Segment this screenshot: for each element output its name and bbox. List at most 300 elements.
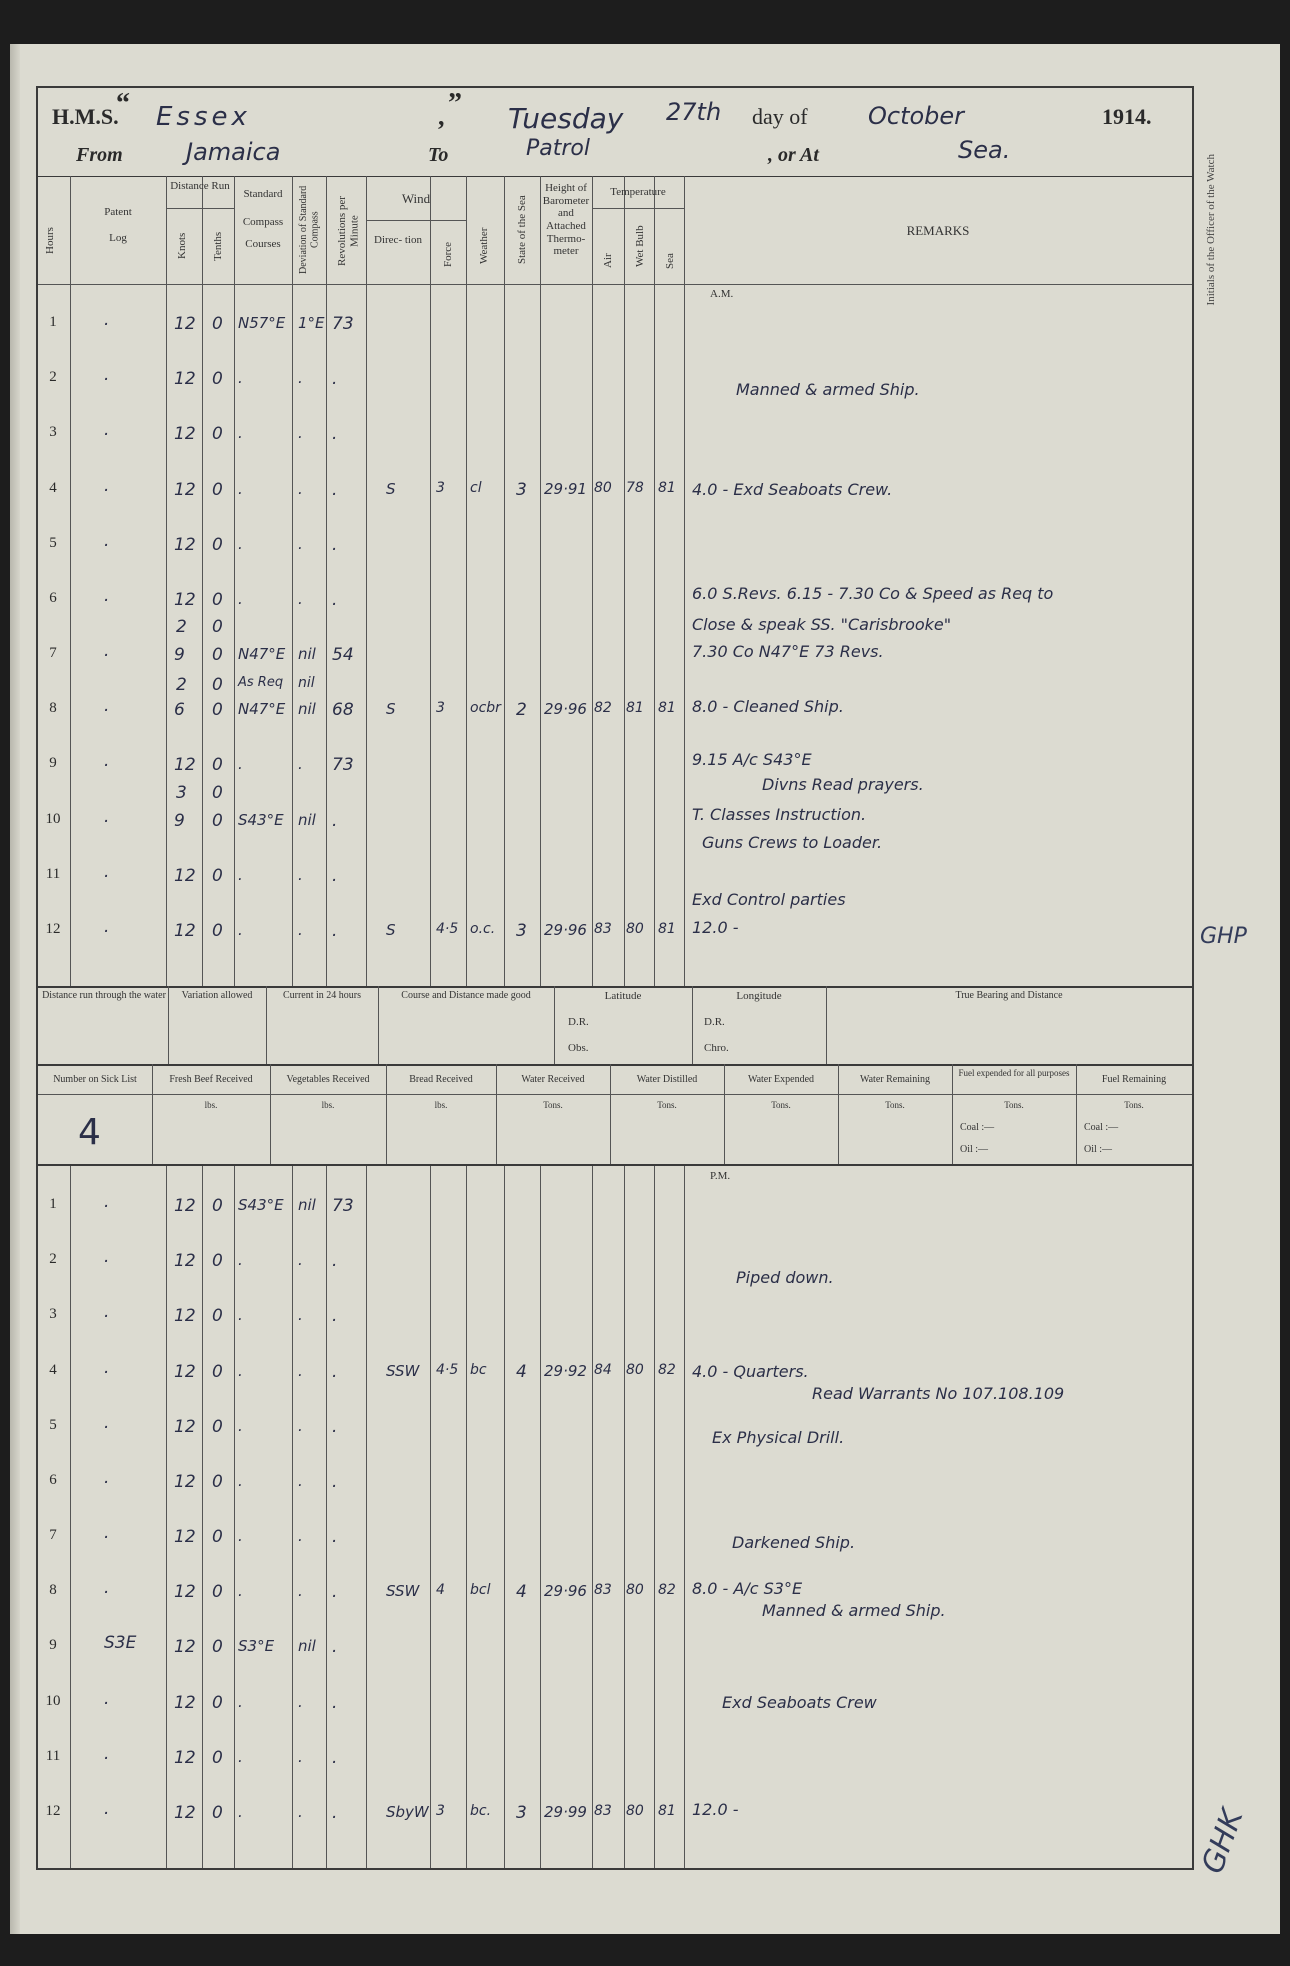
air-temp-value: 83 [594, 1582, 612, 1599]
pm-remark-line: Exd Seaboats Crew [722, 1692, 877, 1712]
hour-number: 9 [49, 755, 57, 772]
wind-force-value: 4·5 [436, 1361, 459, 1378]
revolutions-value: 73 [332, 755, 354, 776]
tenths-value: 0 [212, 755, 223, 776]
am-remark-line: T. Classes Instruction. [692, 804, 867, 824]
column-divider [540, 176, 541, 986]
patent-log-value: . [104, 861, 110, 882]
dr-label: D.R. [568, 1016, 589, 1028]
knots-value: 12 [174, 865, 196, 886]
hour-number: 10 [45, 810, 61, 827]
column-divider [234, 176, 235, 986]
tenths-value-extra: 0 [212, 675, 223, 696]
at-place: Sea. [958, 136, 1011, 164]
section-divider [38, 986, 1192, 988]
log-page [10, 44, 1280, 1934]
deviation-value: nil [298, 810, 316, 829]
label-fuel-exp: Fuel expended for all purposes [958, 1068, 1070, 1078]
course-value: . [238, 534, 243, 553]
pm-remark-line: 8.0 - A/c S3°E [692, 1579, 803, 1599]
deviation-value: . [298, 1527, 303, 1545]
am-remark-line: 6.0 S.Revs. 6.15 - 7.30 Co & Speed as Req to [692, 584, 1054, 604]
tenths-value: 0 [212, 314, 223, 334]
am-remark-line: Exd Control parties [692, 890, 846, 910]
col-temperature: Temperature [610, 186, 666, 198]
label-sick-list: Number on Sick List [53, 1074, 137, 1085]
sick-list-value: 4 [78, 1112, 101, 1153]
am-remark-line: 9.15 A/c S43°E [692, 749, 812, 769]
unit-label: Tons. [771, 1100, 791, 1110]
column-divider [430, 176, 431, 986]
tenths-value: 0 [212, 700, 223, 721]
knots-value: 12 [174, 1692, 196, 1713]
tenths-value: 0 [212, 1747, 223, 1768]
from-place: Jamaica [186, 138, 281, 166]
tenths-value-extra: 0 [212, 617, 223, 638]
hour-number: 12 [45, 920, 61, 937]
revolutions-value: . [332, 810, 338, 831]
col-remarks: REMARKS [906, 223, 970, 238]
col-knots: Knots [176, 232, 188, 260]
am-remark-line: Divns Read prayers. [762, 774, 924, 794]
course-value: . [238, 369, 243, 388]
knots-value: 12 [174, 1747, 196, 1768]
knots-value: 12 [174, 589, 196, 610]
tenths-value: 0 [212, 810, 223, 831]
course-value: . [238, 1361, 243, 1380]
dist-run-label: Distance run through the water [42, 990, 166, 1001]
oil-label: Oil :— [1084, 1144, 1113, 1155]
pm-label: P.M. [710, 1170, 731, 1182]
sea-temp-value: 82 [658, 1582, 676, 1599]
pm-remark-line: 12.0 - [692, 1800, 739, 1820]
header-subdivider [592, 208, 684, 209]
year: 1914. [1102, 104, 1152, 129]
hour-number: 1 [49, 314, 57, 330]
patent-log-value: . [104, 806, 110, 827]
unit-label: Tons. [1124, 1100, 1144, 1110]
deviation-value: . [298, 1361, 303, 1380]
latitude-label: Latitude [604, 990, 642, 1002]
col-deviation: Deviation of Standard Compass [298, 185, 321, 275]
to-place: Patrol [526, 136, 590, 161]
header-subdivider [366, 220, 466, 221]
patent-log-value: . [104, 1412, 110, 1433]
deviation-value: . [298, 920, 303, 939]
column-divider [654, 1166, 655, 1868]
tenths-value: 0 [212, 865, 223, 886]
col-wind: Wind [401, 191, 431, 206]
sea-temp-value: 82 [658, 1361, 676, 1378]
knots-value: 12 [174, 1416, 196, 1437]
dr-label-2: D.R. [704, 1016, 725, 1028]
deviation-value: . [298, 1251, 303, 1270]
revolutions-value: . [332, 1692, 338, 1713]
wind-direction-value: SSW [386, 1361, 420, 1380]
initials-am: GHP [1200, 924, 1247, 949]
coal-label: Coal :— [960, 1122, 995, 1133]
from-label: From [76, 144, 123, 166]
hour-number: 8 [49, 700, 57, 717]
knots-value: 12 [174, 755, 196, 776]
am-log-grid [38, 176, 1192, 986]
day-of-label: day of [752, 104, 808, 129]
course-value: . [238, 1527, 243, 1545]
column-divider [326, 1166, 327, 1868]
sea-temp-value: 81 [658, 1802, 676, 1819]
col-sea: Sea [664, 253, 676, 269]
hour-number: 8 [49, 1582, 57, 1599]
coal-label: Coal :— [1084, 1122, 1119, 1133]
course-value: . [238, 865, 243, 884]
revolutions-value: . [332, 589, 338, 610]
deviation-value: . [298, 589, 303, 608]
column-divider [366, 176, 367, 986]
deviation-value: . [298, 1692, 303, 1711]
patent-log-value: . [104, 916, 110, 937]
patent-log-value: . [104, 1523, 110, 1543]
hour-number: 7 [49, 645, 57, 661]
patent-log-value: . [104, 365, 110, 386]
knots-value: 12 [174, 479, 196, 500]
patent-log-value: . [104, 1798, 110, 1819]
course-value: . [238, 1692, 243, 1711]
label-bread: Bread Received [409, 1074, 473, 1085]
header-divider [38, 284, 1192, 285]
label-water-recv: Water Received [521, 1074, 585, 1085]
deviation-value: . [298, 424, 303, 443]
knots-value: 12 [174, 1306, 196, 1327]
hour-number: 2 [49, 369, 57, 386]
revolutions-value: 73 [332, 1196, 354, 1216]
knots-value-extra: 3 [176, 782, 187, 803]
hour-number: 5 [49, 1416, 57, 1433]
col-revolutions: Revolutions per Minute [336, 196, 361, 266]
am-remark-line: 7.30 Co N47°E 73 Revs. [692, 642, 884, 662]
revolutions-value: . [332, 865, 338, 886]
air-temp-value: 84 [594, 1361, 612, 1378]
section-divider [38, 1094, 1192, 1095]
air-temp-value: 82 [594, 700, 612, 717]
deviation-value: . [298, 865, 303, 884]
deviation-value: . [298, 1802, 303, 1821]
hour-number: 11 [45, 1747, 61, 1764]
revolutions-value: . [332, 1582, 338, 1603]
course-value: . [238, 1471, 243, 1490]
revolutions-value: . [332, 1416, 338, 1437]
patent-log-value: . [104, 1467, 110, 1488]
deviation-value-extra: nil [298, 675, 315, 692]
col-courses: Courses [245, 238, 281, 250]
col-weather: Weather [478, 227, 490, 265]
knots-value: 12 [174, 1251, 196, 1272]
true-bearing-label: True Bearing and Distance [955, 990, 1063, 1001]
weather-value: o.c. [470, 920, 496, 937]
revolutions-value: . [332, 1251, 338, 1272]
col-state-sea: State of the Sea [516, 195, 528, 265]
revolutions-value: . [332, 424, 338, 445]
patent-log-value: . [104, 696, 110, 717]
course-dist-label: Course and Distance made good [401, 990, 531, 1001]
revolutions-value: . [332, 479, 338, 500]
column-divider [430, 1166, 431, 1868]
tenths-value: 0 [212, 1527, 223, 1547]
col-barometer: Height of Barometer and Attached Thermo- meter [542, 182, 590, 258]
hour-number: 4 [49, 1361, 57, 1378]
month: October [868, 102, 965, 130]
deviation-value: nil [298, 1196, 316, 1214]
column-divider [234, 1166, 235, 1868]
course-value: . [238, 755, 243, 774]
hour-number: 4 [49, 479, 57, 496]
weather-value: ocbr [470, 700, 501, 717]
wet-bulb-value: 80 [626, 1582, 644, 1599]
column-divider [292, 176, 293, 986]
column-divider [504, 176, 505, 986]
column-divider [504, 1166, 505, 1868]
am-remark-line: Close & speak SS. "Carisbrooke" [692, 614, 952, 634]
column-divider [292, 1166, 293, 1868]
hour-number: 2 [49, 1251, 57, 1268]
label-water-exp: Water Expended [747, 1074, 815, 1085]
tenths-value-extra: 0 [212, 782, 223, 803]
am-remark-line: 8.0 - Cleaned Ship. [692, 697, 844, 717]
sea-state-value: 4 [516, 1582, 527, 1603]
sea-temp-value: 81 [658, 700, 676, 717]
col-force: Force [442, 241, 454, 267]
hour-number: 5 [49, 534, 57, 551]
col-standard: Standard [243, 188, 283, 200]
revolutions-value: . [332, 1361, 338, 1382]
patent-log-value: . [104, 310, 110, 330]
log-frame [36, 86, 1194, 1870]
pm-remark-line: Ex Physical Drill. [712, 1427, 845, 1447]
wind-force-value: 4 [436, 1582, 445, 1599]
revolutions-value: . [332, 1747, 338, 1768]
close-quote: ” [448, 88, 462, 119]
col-direction: Direc- tion [374, 234, 422, 246]
day-number: 27th [666, 98, 722, 126]
obs-label: Obs. [568, 1042, 589, 1054]
course-value: . [238, 479, 243, 498]
tenths-value: 0 [212, 589, 223, 610]
unit-label: Tons. [657, 1100, 677, 1110]
column-divider [592, 176, 593, 986]
knots-value: 12 [174, 1802, 196, 1823]
hour-number: 1 [49, 1196, 57, 1212]
to-label: To [428, 144, 449, 166]
knots-value: 12 [174, 369, 196, 390]
air-temp-value: 80 [594, 479, 612, 496]
revolutions-value: . [332, 1527, 338, 1547]
col-patent-log: Patent [104, 206, 132, 218]
section-divider [38, 1064, 1192, 1066]
tenths-value: 0 [212, 1471, 223, 1492]
air-temp-value: 83 [594, 1802, 612, 1819]
wind-force-value: 3 [436, 700, 445, 717]
revolutions-value: . [332, 1802, 338, 1823]
hour-number: 7 [49, 1527, 57, 1543]
pm-remark-line: Manned & armed Ship. [762, 1601, 946, 1621]
patent-log-value: . [104, 1688, 110, 1709]
column-divider [684, 1166, 685, 1868]
barometer-value: 29·96 [544, 1582, 587, 1601]
wind-force-value: 3 [436, 479, 445, 496]
unit-label: lbs. [434, 1100, 448, 1110]
knots-value: 6 [174, 700, 185, 721]
tenths-value: 0 [212, 1196, 223, 1216]
col-compass: Compass [242, 216, 284, 228]
revolutions-value: 68 [332, 700, 354, 721]
ship-name: Essex [156, 102, 251, 132]
deviation-value: nil [298, 1637, 316, 1656]
barometer-value: 29·96 [544, 920, 587, 939]
course-value: S43°E [238, 810, 284, 829]
revolutions-value: . [332, 1471, 338, 1492]
am-remark-line: 4.0 - Exd Seaboats Crew. [692, 479, 893, 499]
column-divider [654, 176, 655, 986]
sea-state-value: 4 [516, 1361, 527, 1382]
patent-log-value: S3E [104, 1633, 137, 1654]
deviation-value: nil [298, 700, 316, 719]
knots-value: 12 [174, 1471, 196, 1492]
column-divider [952, 1064, 953, 1164]
column-divider [592, 1166, 593, 1868]
course-value: N47°E [238, 700, 286, 719]
deviation-value: . [298, 534, 303, 553]
course-value: S43°E [238, 1196, 284, 1214]
knots-value: 9 [174, 645, 185, 665]
longitude-label: Longitude [736, 990, 782, 1002]
initials-pm: GHK [1195, 1804, 1251, 1879]
course-value: . [238, 424, 243, 443]
col-tenths: Tenths [212, 231, 224, 261]
deviation-value: 1°E [298, 314, 325, 332]
column-divider [466, 1166, 467, 1868]
course-value: . [238, 1802, 243, 1821]
tenths-value: 0 [212, 534, 223, 555]
pm-remark-line: Read Warrants No 107.108.109 [812, 1383, 1065, 1403]
deviation-value: . [298, 1582, 303, 1601]
knots-value-extra: 2 [176, 617, 187, 638]
column-divider [540, 1166, 541, 1868]
hour-number: 3 [49, 424, 57, 441]
col-distance-run: Distance Run [170, 180, 230, 192]
tenths-value: 0 [212, 1251, 223, 1272]
col-patent-log-2: Log [109, 232, 127, 244]
tenths-value: 0 [212, 1306, 223, 1327]
knots-value: 12 [174, 1582, 196, 1603]
knots-value: 12 [174, 314, 196, 334]
course-value: . [238, 920, 243, 939]
course-value: N57°E [238, 314, 286, 332]
barometer-value: 29·99 [544, 1802, 587, 1821]
daily-summary-section [38, 986, 1192, 1166]
patent-log-value: . [104, 1247, 110, 1268]
deviation-value: . [298, 755, 303, 774]
unit-label: Tons. [543, 1100, 563, 1110]
patent-log-value: . [104, 751, 110, 772]
weather-value: cl [470, 479, 482, 496]
barometer-value: 29·92 [544, 1361, 587, 1380]
course-value: . [238, 1747, 243, 1766]
hms-label: H.M.S. [52, 104, 119, 129]
revolutions-value: . [332, 369, 338, 390]
course-value: N47°E [238, 645, 286, 663]
knots-value: 12 [174, 1196, 196, 1216]
sea-state-value: 3 [516, 479, 527, 500]
sea-temp-value: 81 [658, 479, 676, 496]
variation-label: Variation allowed [181, 990, 253, 1001]
deviation-value: . [298, 479, 303, 498]
deviation-value: . [298, 369, 303, 388]
tenths-value: 0 [212, 1416, 223, 1437]
revolutions-value: 73 [332, 314, 354, 334]
tenths-value: 0 [212, 645, 223, 665]
knots-value: 12 [174, 424, 196, 445]
course-value: . [238, 1582, 243, 1601]
revolutions-value: . [332, 1306, 338, 1327]
am-label: A.M. [710, 288, 734, 300]
am-remark-line: 12.0 - [692, 918, 739, 938]
pm-remark-line: 4.0 - Quarters. [692, 1361, 809, 1381]
patent-log-value: . [104, 1302, 110, 1323]
patent-log-value: . [104, 475, 110, 496]
weather-value: bcl [470, 1582, 491, 1599]
column-divider [202, 176, 203, 986]
sea-temp-value: 81 [658, 920, 676, 937]
patent-log-value: . [104, 1578, 110, 1599]
wind-direction-value: SSW [386, 1582, 420, 1601]
or-at-label: , or At [768, 144, 819, 166]
header-subdivider [166, 208, 234, 209]
barometer-value: 29·96 [544, 700, 587, 719]
wind-direction-value: S [386, 700, 396, 719]
wet-bulb-value: 80 [626, 1802, 644, 1819]
tenths-value: 0 [212, 1692, 223, 1713]
chro-label: Chro. [704, 1042, 729, 1054]
wind-force-value: 3 [436, 1802, 445, 1819]
tenths-value: 0 [212, 424, 223, 445]
hour-number: 3 [49, 1306, 57, 1323]
knots-value: 12 [174, 534, 196, 555]
hour-number: 9 [49, 1637, 57, 1654]
wind-direction-value: S [386, 479, 396, 498]
deviation-value: nil [298, 645, 316, 663]
deviation-value: . [298, 1306, 303, 1325]
wind-direction-value: S [386, 920, 396, 939]
wind-force-value: 4·5 [436, 920, 459, 937]
wet-bulb-value: 81 [626, 700, 644, 717]
column-divider [624, 176, 625, 986]
patent-log-value: . [104, 1192, 110, 1212]
barometer-value: 29·91 [544, 479, 587, 498]
column-divider [202, 1166, 203, 1868]
weather-value: bc. [470, 1802, 492, 1819]
unit-label: lbs. [204, 1100, 218, 1110]
label-water-rem: Water Remaining [859, 1074, 930, 1085]
tenths-value: 0 [212, 920, 223, 941]
deviation-value: . [298, 1747, 303, 1766]
unit-label: Tons. [885, 1100, 905, 1110]
column-divider [70, 1166, 71, 1868]
column-divider [366, 1166, 367, 1868]
column-divider [624, 1166, 625, 1868]
course-value: . [238, 589, 243, 608]
weather-value: bc [470, 1361, 487, 1378]
course-value-extra: As Req [238, 675, 284, 691]
knots-value-extra: 2 [176, 675, 187, 696]
